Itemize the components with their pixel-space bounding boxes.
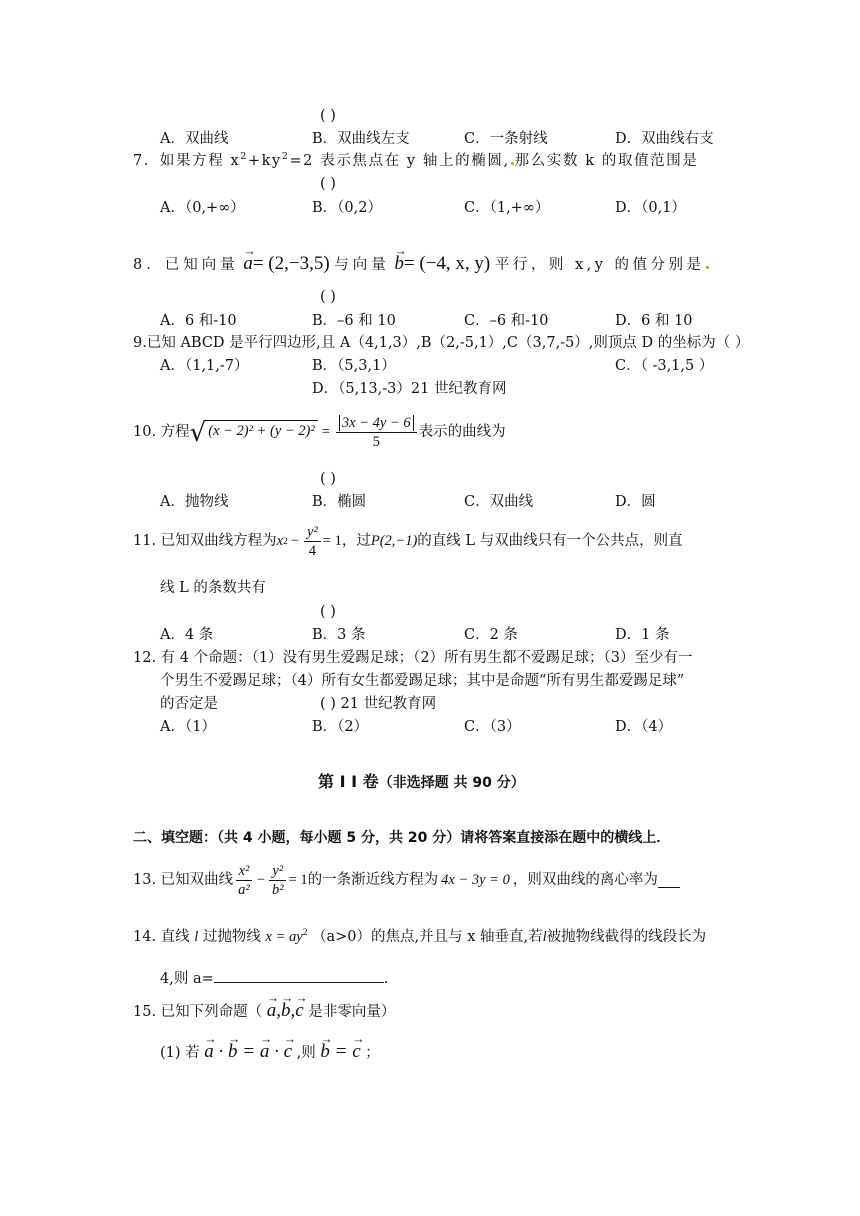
q13-answer-blank[interactable] (658, 873, 680, 888)
q10-option-d: D．圆 (615, 494, 656, 510)
q6-option-b: B．双曲线左支 (312, 131, 410, 147)
q11-option-d: D．1 条 (615, 627, 670, 643)
q12-option-d: D．（4） (615, 719, 673, 735)
q7-answer-paren: ( ) (320, 176, 336, 192)
q8-option-c: C．–6 和-10 (464, 313, 549, 329)
q8-answer-paren: ( ) (320, 289, 336, 305)
q14-line2: 4,则 a= . (160, 968, 388, 988)
q10-option-b: B．椭圆 (312, 494, 367, 510)
q13-fraction-y: $\frac{\text{y²}}{\text{b²}}$ (269, 862, 287, 899)
q14-answer-blank[interactable] (214, 968, 384, 983)
q14-stem: 14. 直线 l 过抛物线 $x = ay^2$ （a>0）的焦点,并且与 x 轴垂直,若l被抛物线截得的线段长为 (133, 928, 707, 945)
q10-option-c: C．双曲线 (464, 494, 534, 510)
q6-answer-paren: ( ) (320, 108, 336, 124)
yellow-dot-icon (511, 162, 514, 165)
q15-item1: (1) 若 → a · → b = → a · → c ,则 → b = → c ； (160, 1041, 380, 1064)
q11-answer-paren: ( ) (320, 604, 336, 620)
q9-stem: 9.已知 ABCD 是平行四边形,且 A（4,1,3）,B（2,-5,1）,C（3,7,-5）,则顶点 D 的坐标为（ ） (133, 335, 750, 351)
q9-option-a: A．（1,1,-7） (160, 358, 249, 374)
q7-option-a: A．（0,+∞） (160, 200, 245, 216)
q13-fraction-x: $\frac{\text{x²}}{\text{a²}}$ (235, 862, 253, 899)
q8-option-a: A．6 和-10 (160, 313, 237, 329)
q13-stem: 13. 已知双曲线 $\frac{\text{x²}}{\text{a²}}$ − $\frac{\text{y²}}{\text{b²}}$ = 1 的一条渐近线方程为 4x − 3y = 0 ，则双曲线的离心率为 (133, 862, 680, 899)
q12-line3a: 的否定是 (160, 696, 218, 712)
q10-stem: 10. 方程 √ (x − 2)² + (y − 2)² = $\frac{3x - 4y - 6}{5}$ 表示的曲线为 (133, 415, 506, 451)
q15-stem: 15. 已知下列命题（ → a,→ b,→ c 是非零向量） (133, 1000, 395, 1023)
q11-line2: 线 L 的条数共有 (160, 580, 266, 596)
q6-option-d: D．双曲线右支 (615, 131, 714, 147)
q8-stem: 8．已知向量 → a= (2,−3,5) 与向量 → b= (−4, x, y) 平行，则 x,y 的值分别是 (133, 253, 710, 276)
q7-option-d: D．（0,1） (615, 200, 686, 216)
q10-fraction: $\frac{3x - 4y - 6}{5}$ (336, 414, 417, 451)
q9-option-d: D．（5,13,-3）21 世纪教育网 (312, 381, 507, 397)
q12-line3b: ( ) 21 世纪教育网 (320, 696, 437, 712)
q11-option-c: C．2 条 (464, 627, 518, 643)
q8-option-b: B．–6 和 10 (312, 313, 396, 329)
q11-stem: 11. 已知双曲线方程为 x 2 − $\frac{\text{y²}}{4}$ = 1 ，过 P(2,−1) 的直线 L 与双曲线只有一个公共点，则直 (133, 524, 683, 560)
q11-option-a: A．4 条 (160, 627, 214, 643)
q7-option-c: C．（1,+∞） (464, 200, 550, 216)
part2-title: 第 I I 卷（非选择题 共 90 分） (318, 772, 525, 791)
sqrt-expression: √ (x − 2)² + (y − 2)² (190, 420, 318, 446)
q11-option-b: B．3 条 (312, 627, 366, 643)
q12-option-a: A．（1） (160, 719, 216, 735)
section2-heading: 二、填空题：（共 4 小题，每小题 5 分，共 20 分）请将答案直接添在题中的横线上． (133, 830, 671, 846)
q12-option-c: C．（3） (464, 719, 521, 735)
q12-line1: 12. 有 4 个命题：（1）没有男生爱踢足球；（2）所有男生都不爱踢足球；（3）至少有一 (133, 650, 693, 666)
q7-option-b: B．（0,2） (312, 200, 382, 216)
q15-vectors: → a,→ b,→ c (267, 1000, 304, 1021)
q10-option-a: A．抛物线 (160, 494, 229, 510)
q6-option-c: C．一条射线 (464, 131, 548, 147)
q11-fraction: $\frac{\text{y²}}{4}$ (304, 523, 321, 560)
q6-option-a: A．双曲线 (160, 131, 229, 147)
q12-line2: 个男生不爱踢足球；（4）所有女生都爱踢足球；其中是命题“所有男生都爱踢足球” (160, 673, 685, 689)
q7-stem: 7．如果方程 $x^2+ky^2=2$ 表示焦点在 y 轴上的椭圆, 那么实数 k 的取值范围是 (133, 151, 699, 169)
q9-option-c: C．（ -3,1,5 ） (615, 358, 714, 374)
q8-option-d: D．6 和 10 (615, 313, 693, 329)
q10-answer-paren: ( ) (320, 471, 336, 487)
q12-option-b: B．（2） (312, 719, 369, 735)
q9-option-b: B．（5,3,1） (312, 358, 396, 374)
yellow-dot-icon (706, 266, 709, 269)
